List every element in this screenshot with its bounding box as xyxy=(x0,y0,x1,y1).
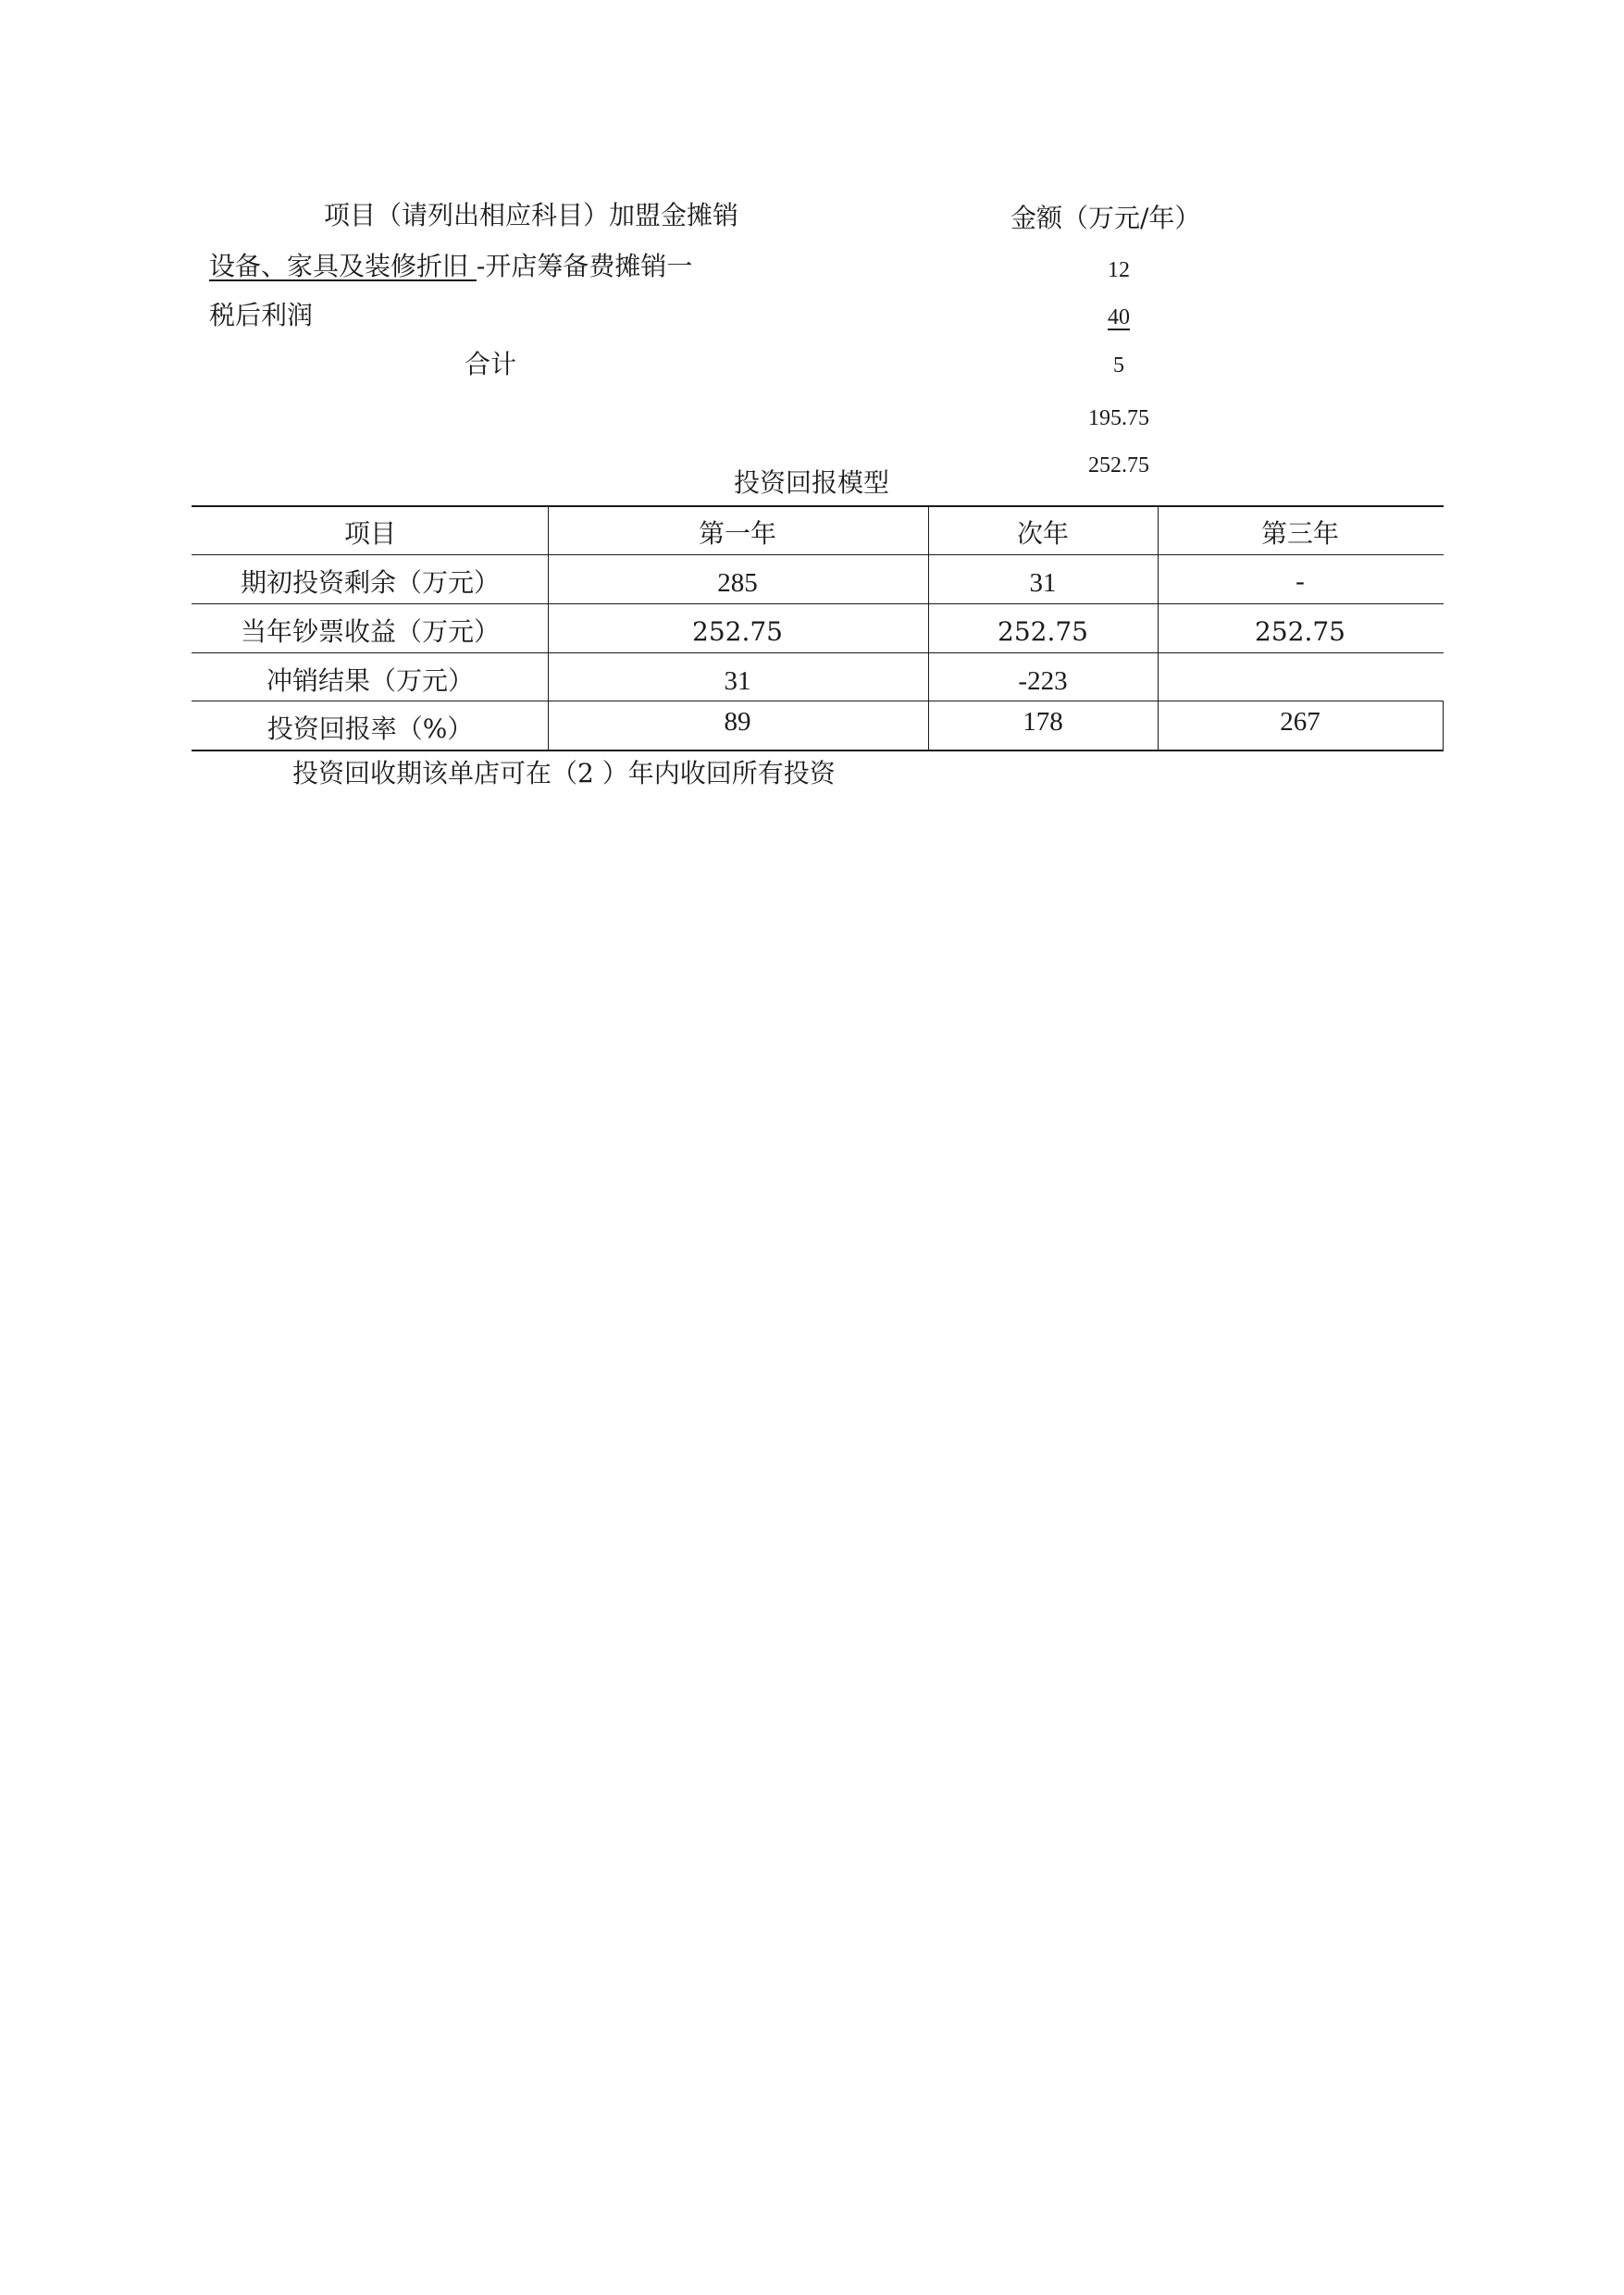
amortization-row-tax: 税后利润 xyxy=(209,300,314,330)
table-cell: 252.75 xyxy=(998,616,1088,647)
table-cell: 178 xyxy=(1023,707,1063,737)
amortization-row-equipment xyxy=(209,251,693,281)
table-header-cell: 项目 xyxy=(343,518,397,549)
model-title: 投资回报模型 xyxy=(733,467,890,498)
amortization-value: 12 xyxy=(1108,258,1130,282)
amortization-row-total: 合计 xyxy=(465,349,517,379)
table-right-border xyxy=(1443,701,1444,751)
table-cell: 267 xyxy=(1280,707,1320,737)
table-cell: 252.75 xyxy=(692,616,783,647)
table-cell: 89 xyxy=(724,707,751,737)
amortization-header-item: 项目（请列出相应科目）加盟金摊销 xyxy=(324,200,739,230)
table-column-divider xyxy=(1158,505,1159,751)
table-rule-bottom xyxy=(192,750,1444,751)
amortization-value: 252.75 xyxy=(1088,453,1149,478)
table-rule xyxy=(192,554,1444,555)
table-column-divider xyxy=(928,505,929,751)
table-rule xyxy=(192,652,1444,653)
table-column-divider xyxy=(548,505,549,751)
amortization-value: 5 xyxy=(1113,354,1124,378)
amortization-value: 195.75 xyxy=(1088,406,1149,430)
table-row-label: 当年钞票收益（万元） xyxy=(240,616,501,647)
table-row-label: 期初投资剩余（万元） xyxy=(240,567,501,598)
table-header-cell: 第三年 xyxy=(1260,518,1340,549)
table-header-cell: 次年 xyxy=(1016,518,1070,549)
table-row-label: 投资回报率（%） xyxy=(267,713,474,744)
table-cell: 285 xyxy=(717,568,758,598)
amortization-header-amount: 金额（万元/年） xyxy=(1010,203,1201,233)
table-cell: 252.75 xyxy=(1255,616,1345,647)
dash-separator: - xyxy=(476,251,486,281)
payback-statement: 投资回收期该单店可在（2 ）年内收回所有投资 xyxy=(292,758,836,788)
amortization-value: 40 xyxy=(1108,305,1130,329)
opening-label: 开店筹备费摊销一 xyxy=(485,251,693,281)
table-rule-top xyxy=(192,505,1444,507)
table-cell: 31 xyxy=(724,666,751,696)
table-cell: -223 xyxy=(1018,666,1068,696)
table-cell: - xyxy=(1295,566,1305,596)
table-header-cell: 第一年 xyxy=(698,518,777,549)
table-cell: 31 xyxy=(1029,568,1057,598)
equipment-label: 设备、家具及装修折旧 xyxy=(209,251,477,281)
table-rule xyxy=(192,603,1444,604)
table-row-label: 冲销结果（万元） xyxy=(266,665,475,696)
